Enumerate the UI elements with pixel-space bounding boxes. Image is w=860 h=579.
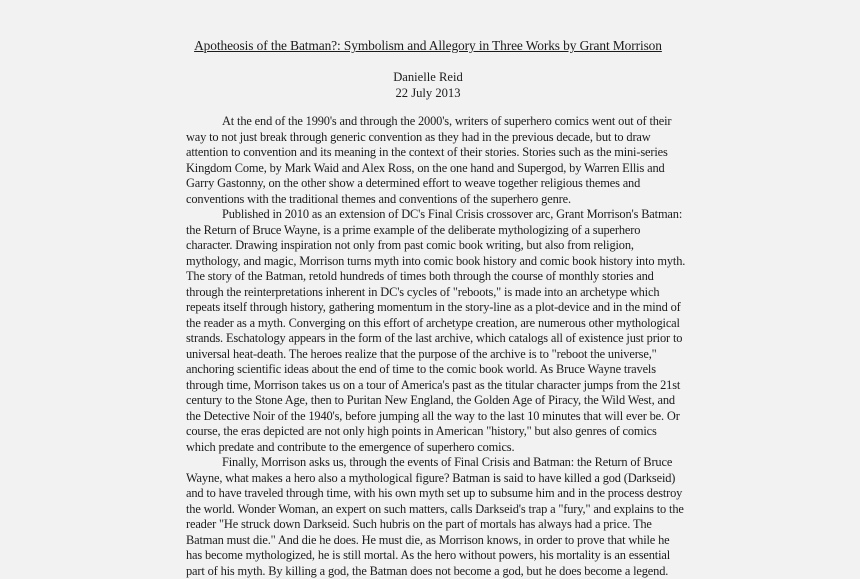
publication-date: 22 July 2013 [186, 86, 670, 102]
paragraph-line: and to have traveled through time, with his own myth set up to subsume him and in the process destroy [186, 486, 670, 502]
paragraph-line: Finally, Morrison asks us, through the events of Final Crisis and Batman: the Return of Bruce [186, 455, 670, 471]
paper-meta [186, 70, 670, 101]
paragraph-line: through the reinterpretations inherent in DC's cycles of "reboots," is made into an archetype which [186, 285, 670, 301]
paragraph-line: At the end of the 1990's and through the 2000's, writers of superhero comics went out of their [186, 114, 670, 130]
paragraph-line: has become mythologized, he is still mortal. As the hero without powers, his mortality is an essential [186, 548, 670, 564]
paragraph-line: the Return of Bruce Wayne, is a prime example of the deliberate mythologizing of a superhero [186, 223, 670, 239]
paragraph-line: reader "He struck down Darkseid. Such hubris on the part of mortals has always had a price. The [186, 517, 670, 533]
paragraph-line: part of his myth. By killing a god, the Batman does not become a god, but he does become a legend. [186, 564, 670, 579]
paragraph-line: character. Drawing inspiration not only from past comic book writing, but also from religion, [186, 238, 670, 254]
paragraph-line: universal heat-death. The heroes realize that the purpose of the archive is to "reboot the universe," [186, 347, 670, 363]
paragraph-line: Wayne, what makes a hero also a mythological figure? Batman is said to have killed a god (Darkseid) [186, 471, 670, 487]
paragraph-line: century to the Stone Age, then to Puritan New England, the Golden Age of Piracy, the Wild West, and [186, 393, 670, 409]
paragraph-line: Kingdom Come, by Mark Waid and Alex Ross, on the one hand and Supergod, by Warren Ellis and [186, 161, 670, 177]
author-name: Danielle Reid [186, 70, 670, 86]
paragraph-line: Published in 2010 as an extension of DC's Final Crisis crossover arc, Grant Morrison's Batman: [186, 207, 670, 223]
paragraph-line: The story of the Batman, retold hundreds of times both through the course of monthly stories and [186, 269, 670, 285]
paragraph-line: course, the eras depicted are not only high points in American "history," but also genres of comics [186, 424, 670, 440]
paragraph-2 [186, 207, 670, 455]
paragraph-line: mythology, and magic, Morrison turns myth into comic book history and comic book history into myth. [186, 254, 670, 270]
paper-body [186, 114, 670, 579]
paragraph-3 [186, 455, 670, 579]
paragraph-line: conventions with the traditional themes and conventions of the superhero genre. [186, 192, 670, 208]
paper-title: Apotheosis of the Batman?: Symbolism and Allegory in Three Works by Grant Morrison [186, 38, 670, 54]
paragraph-line: the reader as a myth. Converging on this effort of archetype creation, are numerous other mythological [186, 316, 670, 332]
paragraph-1 [186, 114, 670, 207]
paragraph-line: which predate and contribute to the emergence of superhero comics. [186, 440, 670, 456]
paragraph-line: the world. Wonder Woman, an expert on such matters, calls Darkseid's trap a "fury," and explains to the [186, 502, 670, 518]
paragraph-line: attention to convention and its meaning in the context of their stories. Stories such as the mini-series [186, 145, 670, 161]
paragraph-line: strands. Eschatology appears in the form of the last archive, which catalogs all of existence just prior to [186, 331, 670, 347]
paragraph-line: the Detective Noir of the 1940's, before jumping all the way to the last 10 minutes that will ever be. Or [186, 409, 670, 425]
paragraph-line: way to not just break through generic convention as they had in the previous decade, but to draw [186, 130, 670, 146]
paragraph-line: Batman must die." And die he does. He must die, as Morrison knows, in order to prove that while he [186, 533, 670, 549]
paragraph-line: through time, Morrison takes us on a tour of America's past as the titular character jumps from the 21st [186, 378, 670, 394]
paragraph-line: repeats itself through history, gathering momentum in the story-line as a plot-device and in the mind of [186, 300, 670, 316]
paragraph-line: Garry Gastonny, on the other show a determined effort to weave together religious themes and [186, 176, 670, 192]
paragraph-line: anchoring scientific ideas about the end of time to the comic book world. As Bruce Wayne travels [186, 362, 670, 378]
